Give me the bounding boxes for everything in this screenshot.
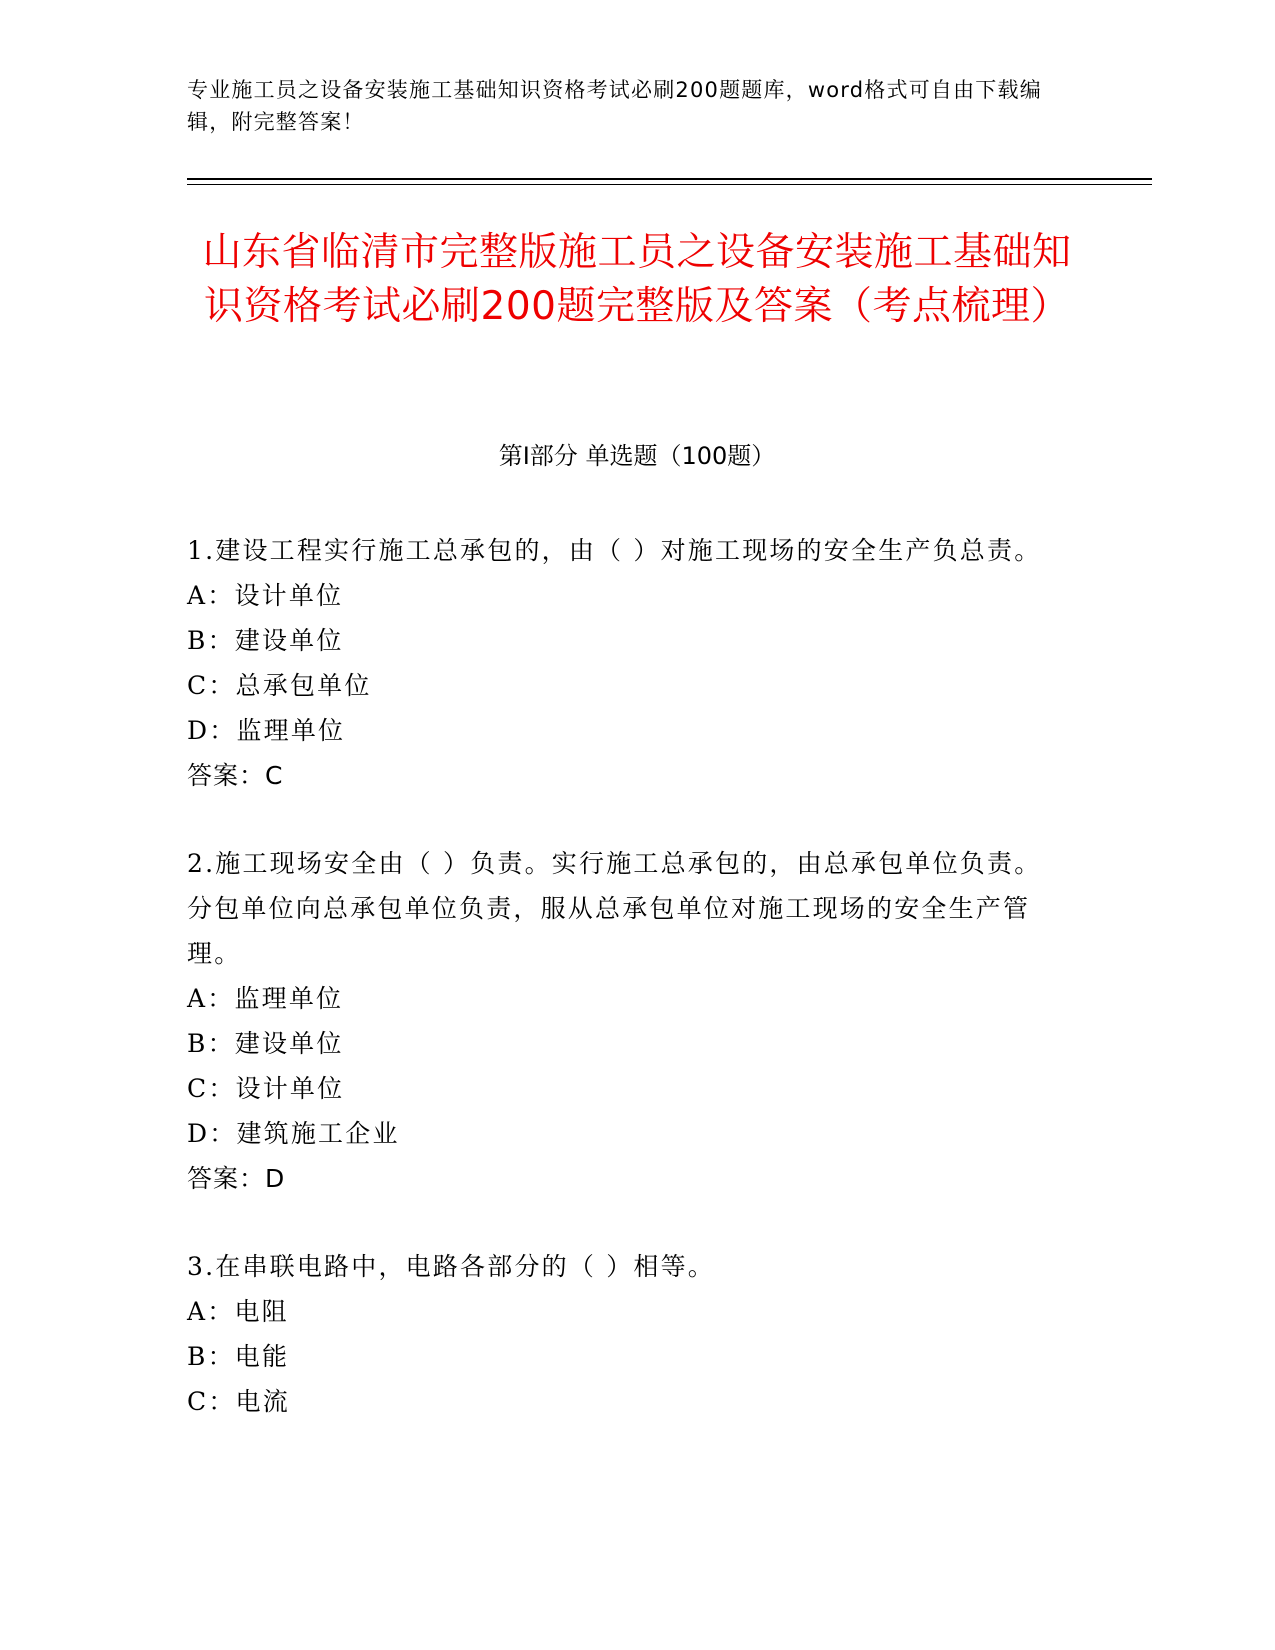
header-divider-thick	[187, 178, 1152, 180]
header-note: 专业施工员之设备安装施工基础知识资格考试必刷200题题库，word格式可自由下载编辑，附完整答案！	[187, 78, 1042, 134]
section-heading: 第Ⅰ部分 单选题（100题）	[498, 442, 776, 470]
question-1	[187, 528, 1067, 799]
document-title: 山东省临清市完整版施工员之设备安装施工基础知识资格考试必刷200题完整版及答案（考点梳理）	[202, 230, 1072, 329]
question-3	[187, 1244, 1067, 1424]
question-2	[187, 841, 1067, 1202]
option-d: D：建筑施工企业	[187, 1119, 400, 1148]
option-b: B：电能	[187, 1342, 290, 1371]
option-a: A：设计单位	[187, 581, 344, 610]
question-list	[187, 528, 1067, 1466]
option-b: B：建设单位	[187, 626, 344, 655]
option-b: B：建设单位	[187, 1029, 344, 1058]
answer-line: 答案：D	[187, 1164, 286, 1193]
option-d: D：监理单位	[187, 716, 346, 745]
question-text: 3.在串联电路中，电路各部分的（ ）相等。	[187, 1252, 716, 1281]
answer-line: 答案：C	[187, 761, 284, 790]
option-c: C：总承包单位	[187, 671, 372, 700]
header-divider-thin	[187, 184, 1152, 185]
option-a: A：电阻	[187, 1297, 289, 1326]
question-text: 1.建设工程实行施工总承包的，由（ ）对施工现场的安全生产负总责。	[187, 536, 1042, 565]
option-c: C：设计单位	[187, 1074, 345, 1103]
question-text: 2.施工现场安全由（ ）负责。实行施工总承包的，由总承包单位负责。分包单位向总承包单位负责，服从总承包单位对施工现场的安全生产管理。	[187, 849, 1042, 968]
option-a: A：监理单位	[187, 984, 344, 1013]
option-c: C：电流	[187, 1387, 290, 1416]
